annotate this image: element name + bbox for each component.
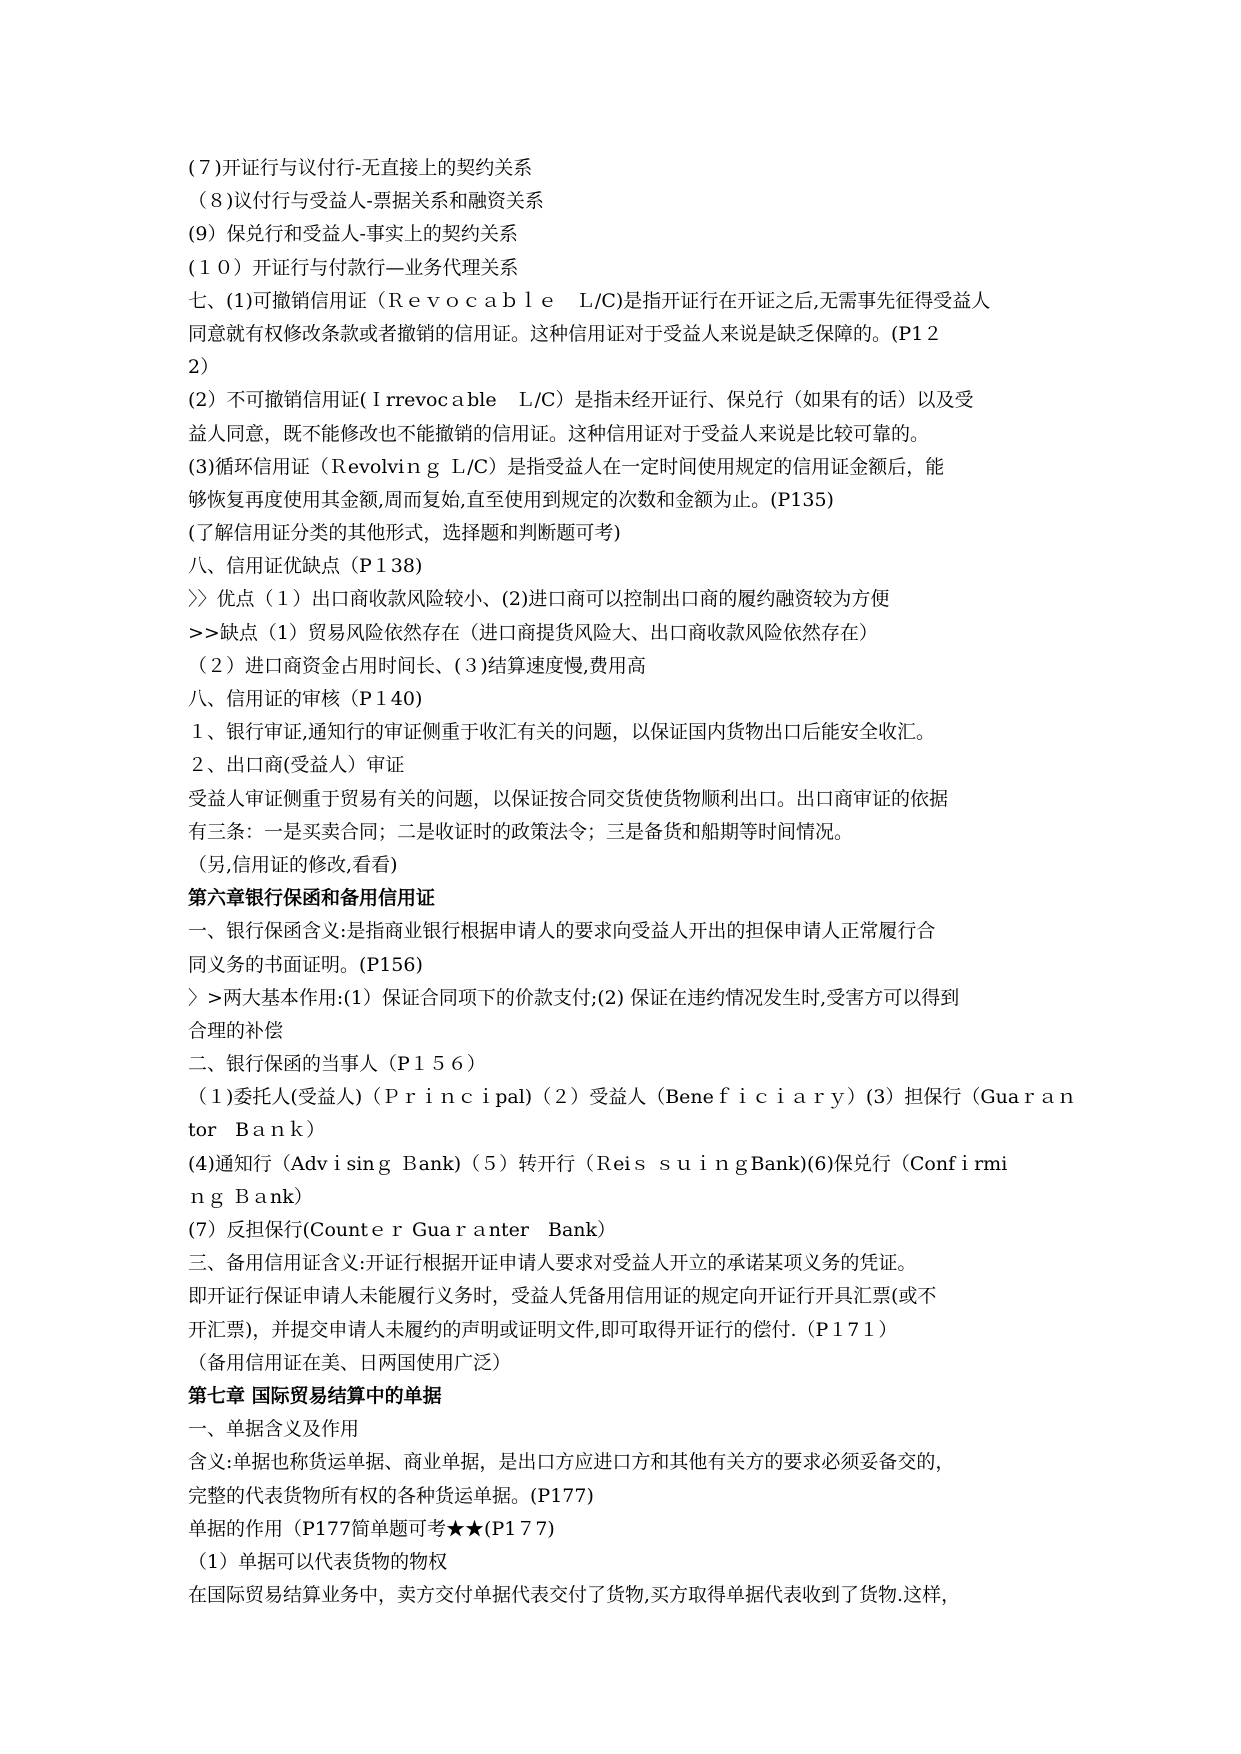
chapter-heading: 第七章 国际贸易结算中的单据 [188,1384,442,1407]
text-line: tor Bａｎｋ） [188,1119,326,1142]
text-line: 有三条：一是买卖合同；二是收证时的政策法令；三是备货和船期等时间情况。 [188,820,854,843]
text-line: 二、银行保函的当事人（P１５６） [188,1053,486,1076]
text-line: （８)议付行与受益人-票据关系和融资关系 [188,190,544,213]
text-line: （１)委托人(受益人)（Ｐｒｉｎｃｉpal)（２）受益人（Beneｆｉｃｉａｒｙ）(3）担保行（Guaｒａｎ [188,1086,1077,1109]
text-line: 一、银行保函含义:是指商业银行根据申请人的要求向受益人开出的担保申请人正常履行合 [188,920,936,943]
text-line: 2） [188,356,220,379]
text-line: (７)开证行与议付行-无直接上的契约关系 [188,157,533,179]
text-line: 同意就有权修改条款或者撤销的信用证。这种信用证对于受益人来说是缺乏保障的。(P1２ [188,322,943,345]
text-line: >>缺点（1）贸易风险依然存在（进口商提货风险大、出口商收款风险依然存在） [188,621,878,644]
text-line: 受益人审证侧重于贸易有关的问题，以保证按合同交货使货物顺利出口。出口商审证的依据 [188,787,949,810]
text-line: 够恢复再度使用其金额,周而复始,直至使用到规定的次数和金额为止。(P135) [188,488,834,511]
text-line: ２、出口商(受益人）审证 [188,754,405,777]
text-line: 八、信用证的审核（P１40) [188,688,423,710]
text-line: 含义:单据也称货运单据、商业单据，是出口方应进口方和其他有关方的要求必须妥备交的， [188,1451,955,1474]
text-line: 单据的作用（P177简单题可考★★(P1７7) [188,1517,555,1540]
text-line: 在国际贸易结算业务中，卖方交付单据代表交付了货物,买方取得单据代表收到了货物.这样， [188,1584,961,1607]
text-line: (１０）开证行与付款行—业务代理关系 [188,256,519,279]
text-line: (4)通知行（Advｉsinｇ Ｂank)（５）转开行（Ｒeiｓ ｓｕｉｎｇBank)(6)保兑行（Confｉrmi [188,1152,1008,1175]
text-line: （1）单据可以代表货物的物权 [188,1550,448,1573]
text-line: (9）保兑行和受益人-事实上的契约关系 [188,223,518,246]
document-body [188,152,1077,1612]
text-line: 即开证行保证申请人未能履行义务时，受益人凭备用信用证的规定向开证行开具汇票(或不 [188,1285,937,1308]
text-line: 益人同意，既不能修改也不能撤销的信用证。这种信用证对于受益人来说是比较可靠的。 [188,422,930,445]
text-line: （备用信用证在美、日两国使用广泛） [188,1351,512,1374]
text-line: 〉〉优点（１）出口商收款风险较小、(2)进口商可以控制出口商的履约融资较为方便 [188,588,890,611]
text-line: （２）进口商资金占用时间长、(３)结算速度慢,费用高 [188,654,646,677]
text-line: ｎｇ Ｂａnk） [188,1185,313,1208]
text-line: 三、备用信用证含义:开证行根据开证申请人要求对受益人开立的承诺某项义务的凭证。 [188,1252,917,1275]
text-line: (7）反担保行(Countｅｒ Guaｒａnter Bank） [188,1219,617,1241]
text-line: (了解信用证分类的其他形式，选择题和判断题可考) [188,522,621,545]
text-line: (2）不可撤销信用证(Ｉrrevocａble Ｌ/C）是指未经开证行、保兑行（如果有的话）以及受 [188,389,974,412]
text-line: 同义务的书面证明。(P156) [188,953,423,976]
chapter-heading: 第六章银行保函和备用信用证 [188,887,436,910]
text-line: 〉>两大基本作用:(1）保证合同项下的价款支付;(2) 保证在违约情况发生时,受害方可以得到 [188,986,960,1009]
text-line: １、银行审证,通知行的审证侧重于收汇有关的问题，以保证国内货物出口后能安全收汇。 [188,721,936,744]
text-line: 七、(1)可撤销信用证（Ｒｅｖｏｃａｂｌｅ Ｌ/C)是指开证行在开证之后,无需事先征得受益人 [188,289,991,312]
text-line: 合理的补偿 [188,1019,284,1042]
text-line: 开汇票)，并提交申请人未履约的声明或证明文件,即可取得开证行的偿付.（P１7１） [188,1318,898,1341]
text-line: （另,信用证的修改,看看) [188,853,398,876]
text-line: 一、单据含义及作用 [188,1418,360,1441]
text-line: 八、信用证优缺点（P１38) [188,555,423,578]
text-line: (3)循环信用证（Ｒevolviｎｇ Ｌ/C）是指受益人在一定时间使用规定的信用证金额后，能 [188,455,945,478]
text-line: 完整的代表货物所有权的各种货运单据。(P177) [188,1484,594,1507]
